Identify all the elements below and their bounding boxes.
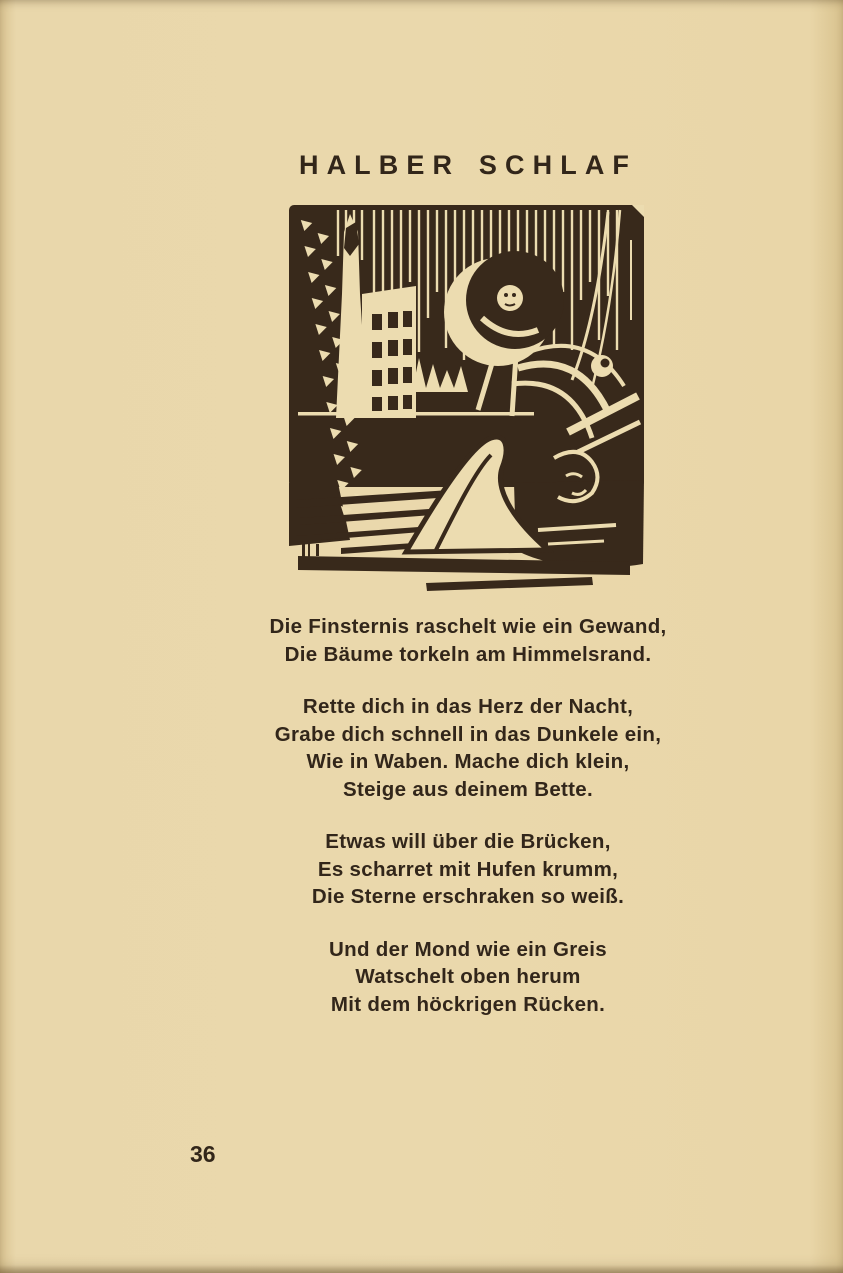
poem-stanza [118, 693, 818, 803]
poem-line: Mit dem höckrigen Rücken. [330, 992, 606, 1016]
poem-line: Grabe dich schnell in das Dunkele ein, [274, 722, 662, 746]
woodcut-illustration [286, 200, 648, 596]
poem-line: Es scharret mit Hufen krumm, [317, 857, 619, 881]
poem-line: Wie in Waben. Mache dich klein, [306, 750, 630, 773]
poem-line: Und der Mond wie ein Greis [329, 937, 607, 961]
poem-line: Die Finsternis raschelt wie ein Gewand, [269, 615, 667, 638]
poem [118, 613, 818, 1018]
poem-line: Die Sterne erschraken so weiß. [311, 885, 625, 908]
woodcut-horizon-line [298, 412, 534, 416]
poem-stanza [118, 936, 818, 1019]
poem-line: Die Bäume torkeln am Himmelsrand. [284, 642, 652, 666]
poem-line: Etwas will über die Brücken, [325, 830, 611, 853]
poem-line: Rette dich in das Herz der Nacht, [302, 695, 634, 718]
poem-line: Watschelt oben herum [355, 965, 581, 988]
poem-line: Steige aus deinem Bette. [342, 777, 594, 801]
page-title: HALBER SCHLAF [298, 150, 638, 180]
poem-stanza [118, 613, 818, 668]
poem-stanza [118, 828, 818, 911]
page-number: 36 [190, 1141, 216, 1167]
